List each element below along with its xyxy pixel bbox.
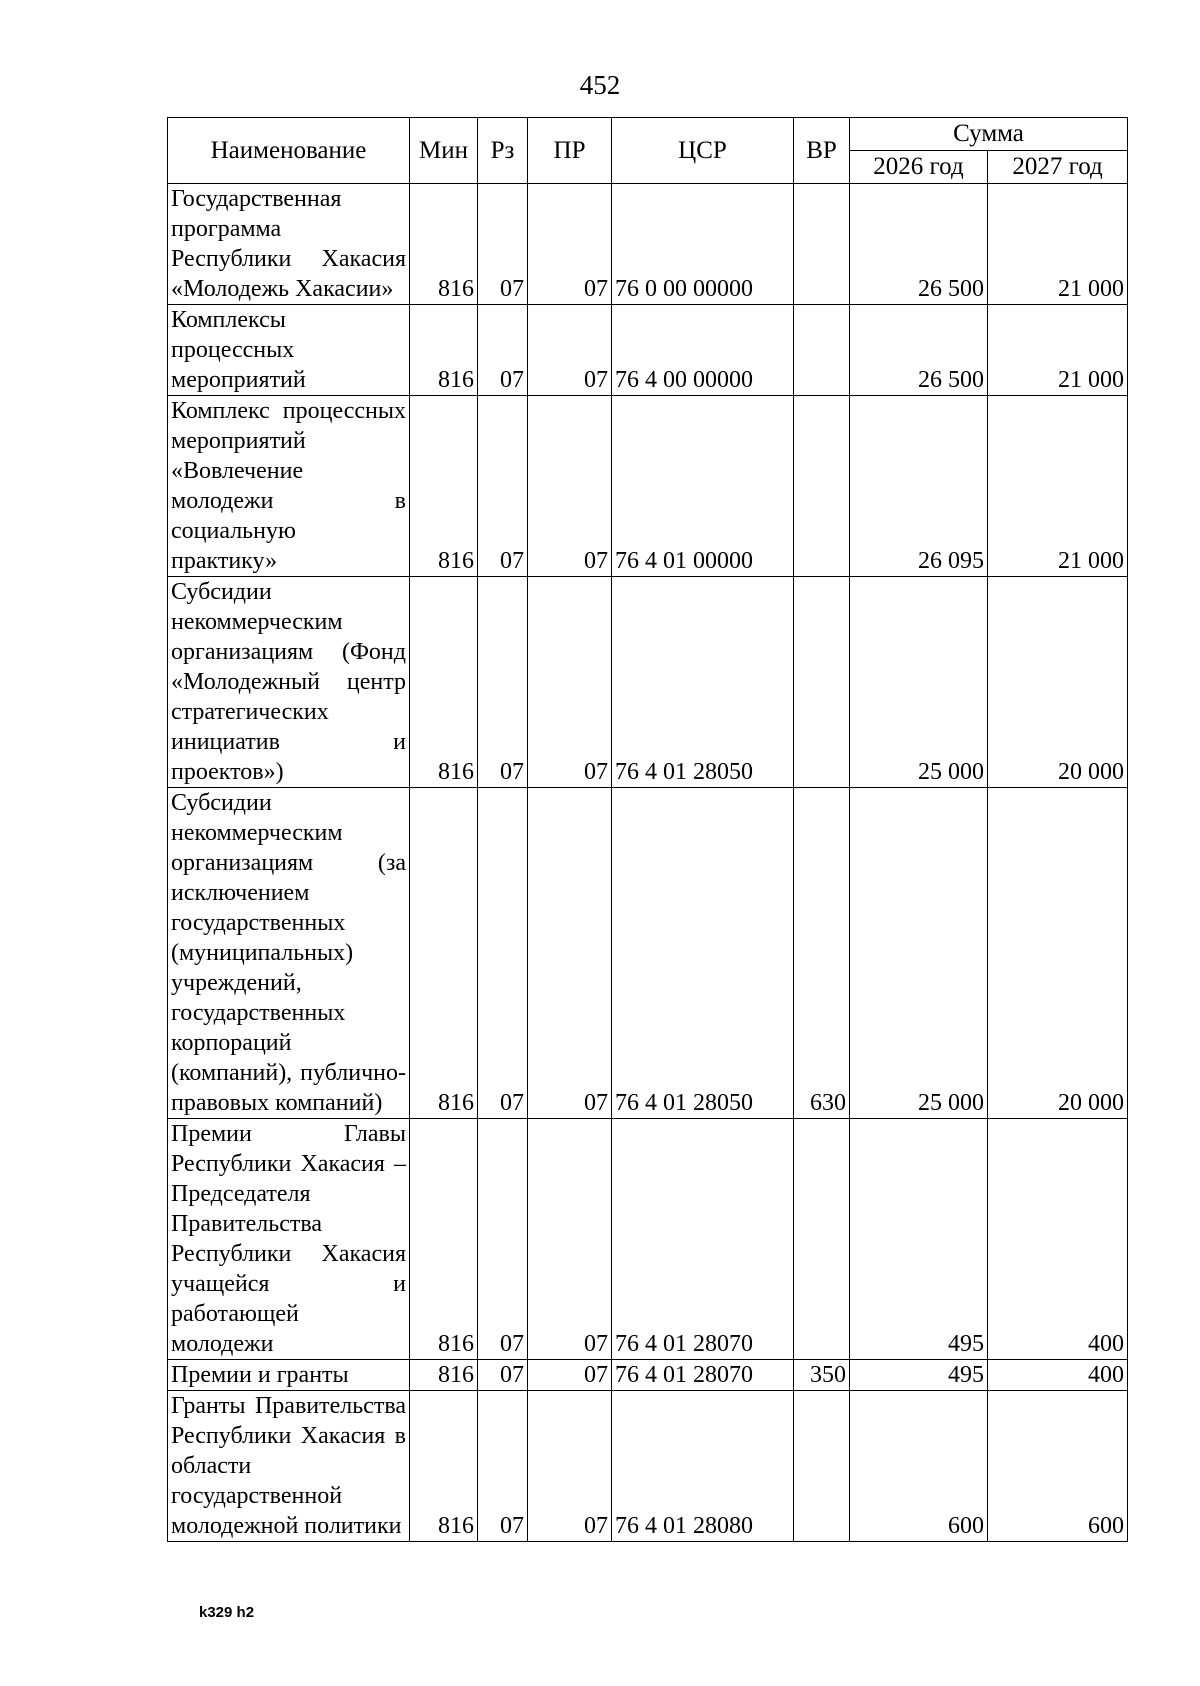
row-sum-2026: 26 500 — [850, 184, 988, 305]
row-pr: 07 — [528, 184, 612, 305]
row-min: 816 — [410, 1119, 478, 1360]
row-pr: 07 — [528, 1391, 612, 1542]
row-pr: 07 — [528, 1119, 612, 1360]
header-year-2027: 2027 год — [988, 151, 1128, 184]
header-vr: ВР — [794, 118, 850, 184]
header-year-2026: 2026 год — [850, 151, 988, 184]
row-sum-2026: 495 — [850, 1119, 988, 1360]
row-sum-2027: 21 000 — [988, 184, 1128, 305]
row-pr: 07 — [528, 305, 612, 396]
row-min: 816 — [410, 184, 478, 305]
page-number: 452 — [579, 70, 621, 100]
table-row — [168, 305, 1128, 396]
row-sum-2027: 20 000 — [988, 577, 1128, 788]
row-csr: 76 4 00 00000 — [612, 305, 794, 396]
row-rz: 07 — [478, 1360, 528, 1391]
row-pr: 07 — [528, 1360, 612, 1391]
row-min: 816 — [410, 1360, 478, 1391]
footer-code: k329 h2 — [199, 1604, 255, 1621]
row-csr: 76 4 01 28050 — [612, 577, 794, 788]
header-csr: ЦСР — [612, 118, 794, 184]
row-pr: 07 — [528, 396, 612, 577]
row-vr: 630 — [794, 788, 850, 1119]
row-rz: 07 — [478, 184, 528, 305]
row-sum-2026: 25 000 — [850, 788, 988, 1119]
table-row — [168, 184, 1128, 305]
row-sum-2027: 20 000 — [988, 788, 1128, 1119]
row-name: Комплекс процессных мероприятий «Вовлечение молодежи в социальную практику» — [168, 396, 410, 577]
row-vr — [794, 396, 850, 577]
row-min: 816 — [410, 1391, 478, 1542]
row-name: Субсидии некоммерческим организациям (за исключением государственных (муниципальных) учреждений, государственных корпораций (компаний), публично-правовых компаний) — [168, 788, 410, 1119]
row-csr: 76 4 01 28050 — [612, 788, 794, 1119]
row-csr: 76 4 01 28080 — [612, 1391, 794, 1542]
header-name: Наименование — [168, 118, 410, 184]
row-sum-2026: 25 000 — [850, 577, 988, 788]
row-pr: 07 — [528, 577, 612, 788]
row-rz: 07 — [478, 305, 528, 396]
row-sum-2027: 600 — [988, 1391, 1128, 1542]
row-sum-2027: 400 — [988, 1119, 1128, 1360]
row-rz: 07 — [478, 1119, 528, 1360]
row-sum-2027: 400 — [988, 1360, 1128, 1391]
row-csr: 76 4 01 28070 — [612, 1360, 794, 1391]
row-min: 816 — [410, 396, 478, 577]
row-rz: 07 — [478, 788, 528, 1119]
row-name: Субсидии некоммерческим организациям (Фонд «Молодежный центр стратегических инициатив и проектов») — [168, 577, 410, 788]
row-sum-2026: 495 — [850, 1360, 988, 1391]
row-name: Гранты Правительства Республики Хакасия в области государственной молодежной политики — [168, 1391, 410, 1542]
row-csr: 76 4 01 00000 — [612, 396, 794, 577]
row-csr: 76 4 01 28070 — [612, 1119, 794, 1360]
table-header — [168, 118, 1128, 184]
row-rz: 07 — [478, 1391, 528, 1542]
header-pr: ПР — [528, 118, 612, 184]
row-sum-2026: 26 500 — [850, 305, 988, 396]
table-row — [168, 396, 1128, 577]
table-row — [168, 1119, 1128, 1360]
header-sum: Сумма — [850, 118, 1128, 151]
table-row — [168, 1391, 1128, 1542]
row-min: 816 — [410, 305, 478, 396]
row-min: 816 — [410, 788, 478, 1119]
row-vr — [794, 577, 850, 788]
header-min: Мин — [410, 118, 478, 184]
row-sum-2026: 600 — [850, 1391, 988, 1542]
row-sum-2026: 26 095 — [850, 396, 988, 577]
table-row — [168, 788, 1128, 1119]
row-name: Государственная программа Республики Хакасия «Молодежь Хакасии» — [168, 184, 410, 305]
header-rz: Рз — [478, 118, 528, 184]
row-vr — [794, 184, 850, 305]
table-row — [168, 1360, 1128, 1391]
row-csr: 76 0 00 00000 — [612, 184, 794, 305]
row-vr — [794, 305, 850, 396]
row-vr — [794, 1391, 850, 1542]
row-sum-2027: 21 000 — [988, 396, 1128, 577]
row-vr: 350 — [794, 1360, 850, 1391]
row-pr: 07 — [528, 788, 612, 1119]
row-rz: 07 — [478, 396, 528, 577]
table-row — [168, 577, 1128, 788]
row-min: 816 — [410, 577, 478, 788]
row-name: Премии и гранты — [168, 1360, 410, 1391]
row-vr — [794, 1119, 850, 1360]
row-sum-2027: 21 000 — [988, 305, 1128, 396]
row-name: Комплексы процессных мероприятий — [168, 305, 410, 396]
row-rz: 07 — [478, 577, 528, 788]
budget-table — [167, 117, 1128, 1542]
table-body — [168, 184, 1128, 1542]
row-name: Премии Главы Республики Хакасия – Председателя Правительства Республики Хакасия учащейся и работающей молодежи — [168, 1119, 410, 1360]
